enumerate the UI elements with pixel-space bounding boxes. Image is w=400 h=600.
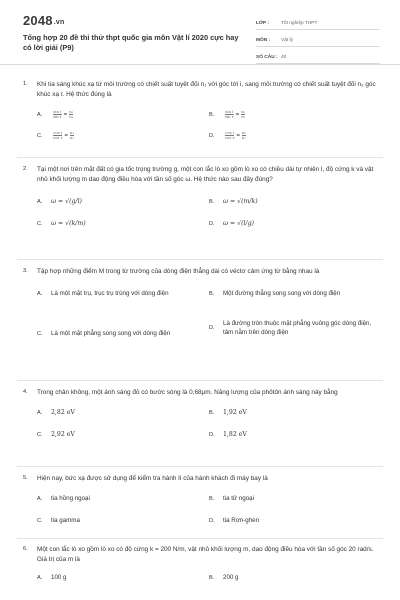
numerator: n₂ <box>242 130 246 135</box>
question-1 <box>23 80 383 144</box>
option-label: D. <box>209 517 215 524</box>
option-text: ω = √(l/g) <box>223 220 254 227</box>
option-a[interactable] <box>37 110 75 119</box>
option-label: D. <box>209 431 215 438</box>
question-5 <box>23 474 383 528</box>
options <box>37 565 383 589</box>
meta-key: SỐ CÂU : <box>256 54 278 60</box>
question-3 <box>23 267 383 369</box>
options <box>37 185 383 231</box>
logo-suffix: .vn <box>53 19 65 26</box>
divider <box>17 157 383 158</box>
divider <box>17 466 383 467</box>
denominator: n₂ <box>70 135 74 140</box>
option-label: A. <box>37 574 43 581</box>
option-text: 1,82 eV <box>223 431 247 438</box>
option-label: B. <box>209 198 215 205</box>
denominator: cos r <box>53 135 63 140</box>
option-a[interactable] <box>37 289 207 298</box>
option-d[interactable] <box>209 516 259 525</box>
option-b[interactable] <box>209 197 258 206</box>
numerator: n₂ <box>241 109 246 114</box>
option-a[interactable] <box>37 197 82 206</box>
meta-row-class <box>256 17 380 30</box>
option-text: Là đường tròn thuộc mặt phẳng vuông góc dòng điện, tâm nằm trên dòng điện <box>223 320 372 336</box>
question-number: 3. <box>23 268 28 274</box>
numerator: n₁ <box>69 109 74 114</box>
denominator: n₁ <box>242 135 246 140</box>
option-d[interactable] <box>209 131 248 140</box>
question-4 <box>23 388 383 444</box>
meta-value: 40 <box>281 54 287 60</box>
question-text: Khi tia sáng khúc xạ từ môi trường có chiết suất tuyệt đối n₁ với góc tới i, sang môi trường có chiết suất tuyệt đối n₂ góc khúc xạ r. Hệ thức đúng là <box>37 81 376 98</box>
question-text: Hiện nay, bức xạ được sử dụng để kiểm tra hành lí của hành khách đi máy bay là <box>37 475 268 482</box>
option-text: 2,82 eV <box>51 409 75 416</box>
option-a[interactable] <box>37 573 66 582</box>
option-label: B. <box>209 290 215 297</box>
option-d[interactable] <box>209 430 247 439</box>
option-label: C. <box>37 132 43 139</box>
question-text: Trong chân không, một ánh sáng đỏ có bước sóng là 0,68μm. Năng lượng của phôtôn ánh sáng này bằng <box>37 389 338 396</box>
denominator: n₁ <box>241 114 246 119</box>
equals: = <box>236 132 241 139</box>
denominator: cos r <box>225 135 235 140</box>
meta-row-subject <box>256 34 380 47</box>
option-a[interactable] <box>37 408 75 417</box>
option-c[interactable] <box>37 329 207 338</box>
options <box>37 484 383 528</box>
question-number: 2. <box>23 166 28 172</box>
options <box>37 398 383 444</box>
option-label: D. <box>209 132 215 139</box>
numerator: cos i <box>53 130 63 135</box>
option-label: B. <box>209 111 215 118</box>
denominator: sin r <box>225 114 234 119</box>
option-label: A. <box>37 198 43 205</box>
meta-value: Vật lý <box>281 37 293 43</box>
rhs-fraction <box>241 110 245 119</box>
rhs-fraction <box>70 131 74 140</box>
denominator: sin r <box>53 114 62 119</box>
divider <box>17 259 383 260</box>
option-d[interactable] <box>209 219 254 228</box>
option-label: C. <box>37 220 43 227</box>
option-b[interactable] <box>209 110 247 119</box>
numerator: n₁ <box>70 130 74 135</box>
option-b[interactable] <box>209 289 379 298</box>
option-b[interactable] <box>209 573 238 582</box>
numerator: sin i <box>53 109 62 114</box>
divider <box>17 380 383 381</box>
meta-panel <box>256 17 380 68</box>
option-label: C. <box>37 517 43 524</box>
options <box>37 100 383 144</box>
meta-key: LỚP : <box>256 20 270 26</box>
option-text: ω = √(m/k) <box>223 198 258 205</box>
meta-row-count <box>256 51 380 64</box>
option-label: C. <box>37 431 43 438</box>
question-6 <box>23 545 383 589</box>
lhs-fraction <box>53 110 62 119</box>
option-c[interactable] <box>37 219 86 228</box>
header <box>0 0 400 65</box>
meta-key: MÔN : <box>256 37 271 43</box>
option-text: tia tử ngoại <box>223 495 254 502</box>
page-title: Tổng hợp 20 đề thi thử thpt quốc gia môn Vật lí 2020 cực hay có lời giải (P9) <box>23 33 239 52</box>
question-text: Một con lắc lò xo gồm lò xo có độ cứng k = 200 N/m, vật nhỏ khối lượng m, dao động điều hòa với tần số góc 20 rad/s. Giá trị của m là <box>37 546 374 563</box>
question-text: Tập hợp những điểm M trong từ trường của dòng điện thẳng dài có véctơ cảm ứng từ bằng nhau là <box>37 268 320 275</box>
option-label: A. <box>37 495 43 502</box>
option-a[interactable] <box>37 494 90 503</box>
equals: = <box>235 111 240 118</box>
option-label: C. <box>37 330 43 337</box>
numerator: sin i <box>225 109 234 114</box>
denominator: n₂ <box>69 114 74 119</box>
lhs-fraction <box>53 131 62 140</box>
equals: = <box>64 132 69 139</box>
meta-value: Tốt nghiệp THPT <box>281 20 318 26</box>
lhs-fraction <box>225 131 234 140</box>
option-b[interactable] <box>209 408 247 417</box>
option-text: 100 g <box>51 574 67 581</box>
question-number: 5. <box>23 475 28 481</box>
option-text: ω = √(k/m) <box>51 220 86 227</box>
option-label: B. <box>209 574 215 581</box>
lhs-fraction <box>225 110 234 119</box>
option-label: B. <box>209 495 215 502</box>
rhs-fraction <box>242 131 246 140</box>
question-2 <box>23 165 383 231</box>
question-number: 1. <box>23 81 28 87</box>
option-text: tia Rơn-ghen <box>223 517 260 524</box>
options <box>37 277 383 369</box>
option-text: 2,92 eV <box>51 431 75 438</box>
numerator: cos i <box>225 130 235 135</box>
divider <box>17 538 383 539</box>
logo-text: 2048 <box>23 13 53 28</box>
option-label: D. <box>209 325 215 331</box>
question-number: 6. <box>23 546 28 552</box>
option-text: 1,92 eV <box>223 409 247 416</box>
option-label: A. <box>37 409 43 416</box>
option-text: 200 g <box>223 574 239 581</box>
equals: = <box>63 111 68 118</box>
option-d[interactable] <box>209 319 379 337</box>
site-logo[interactable] <box>23 13 64 28</box>
option-b[interactable] <box>209 494 254 503</box>
option-text: Là một mặt trụ, trục trụ trùng với dòng điện <box>51 290 169 297</box>
option-text: Là một mặt phẳng song song với dòng điện <box>51 330 171 337</box>
option-c[interactable] <box>37 516 80 525</box>
question-number: 4. <box>23 389 28 395</box>
option-text: tia hồng ngoại <box>51 495 90 502</box>
option-label: B. <box>209 409 215 416</box>
option-label: A. <box>37 111 43 118</box>
rhs-fraction <box>69 110 73 119</box>
option-label: A. <box>37 290 43 297</box>
option-text: ω = √(g/l) <box>51 198 82 205</box>
option-text: Một đường thẳng song song với dòng điện <box>223 290 341 297</box>
option-text: tia gamma <box>51 517 80 524</box>
option-c[interactable] <box>37 131 76 140</box>
question-text: Tại một nơi trên mặt đất có gia tốc trọng trường g, một con lắc lò xo gồm lò xo có chiều dài tự nhiên l, độ cứng k và vật nhỏ khối lượng m dao động điều hòa với tần số góc ω. Hệ thức nào sau đây đúng? <box>37 166 374 183</box>
option-c[interactable] <box>37 430 75 439</box>
option-label: D. <box>209 220 215 227</box>
